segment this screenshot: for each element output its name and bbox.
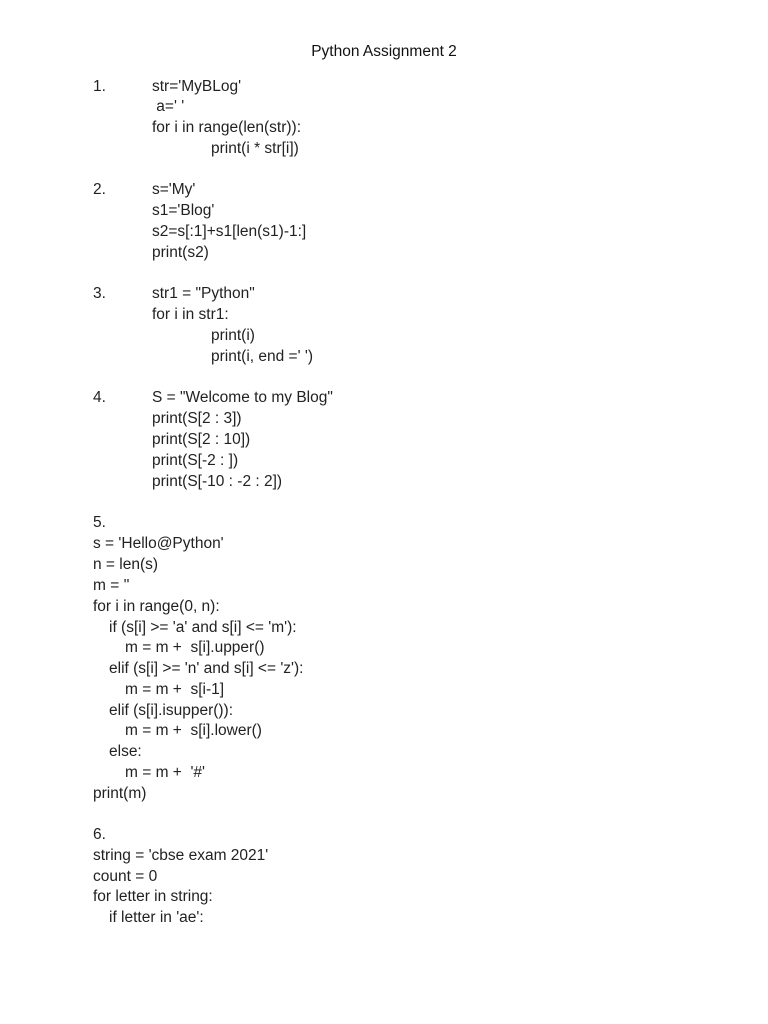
q5-line-10: m = m + s[i].lower() [125, 722, 262, 739]
q2-line-4: print(s2) [152, 244, 209, 261]
q5-line-12: m = m + '#' [125, 764, 205, 781]
q1-line-1: str='MyBLog' [152, 78, 242, 95]
q3-line-3: print(i) [211, 327, 255, 344]
q4-line-1: S = "Welcome to my Blog" [152, 389, 333, 406]
question-6-number: 6. [93, 826, 106, 843]
q5-line-9: elif (s[i].isupper()): [109, 702, 234, 719]
q1-line-4: print(i * str[i]) [211, 140, 299, 157]
q5-line-5: if (s[i] >= 'a' and s[i] <= 'm'): [109, 619, 297, 636]
q2-line-3: s2=s[:1]+s1[len(s1)-1:] [152, 223, 307, 240]
page-title: Python Assignment 2 [311, 43, 457, 60]
q5-line-13: print(m) [93, 785, 147, 802]
q1-line-2: a=' ' [152, 98, 185, 115]
question-4-number: 4. [93, 389, 106, 406]
q5-line-4: for i in range(0, n): [93, 598, 220, 615]
q4-line-2: print(S[2 : 3]) [152, 410, 242, 427]
q5-line-8: m = m + s[i-1] [125, 681, 225, 698]
q2-line-1: s='My' [152, 181, 196, 198]
q2-line-2: s1='Blog' [152, 202, 215, 219]
q3-line-1: str1 = "Python" [152, 285, 255, 302]
q6-line-1: string = 'cbse exam 2021' [93, 847, 269, 864]
q6-line-4: if letter in 'ae': [109, 909, 204, 926]
q4-line-5: print(S[-10 : -2 : 2]) [152, 473, 283, 490]
q5-line-1: s = 'Hello@Python' [93, 535, 224, 552]
q3-line-2: for i in str1: [152, 306, 229, 323]
q6-line-3: for letter in string: [93, 888, 213, 905]
question-5-number: 5. [93, 514, 106, 531]
q5-line-3: m = '' [93, 577, 130, 594]
q6-line-2: count = 0 [93, 868, 158, 885]
q5-line-11: else: [109, 743, 142, 760]
q1-line-3: for i in range(len(str)): [152, 119, 302, 136]
question-1-number: 1. [93, 78, 106, 95]
q4-line-4: print(S[-2 : ]) [152, 452, 239, 469]
q3-line-4: print(i, end =' ') [211, 348, 313, 365]
question-3-number: 3. [93, 285, 106, 302]
question-2-number: 2. [93, 181, 106, 198]
q5-line-6: m = m + s[i].upper() [125, 639, 265, 656]
q4-line-3: print(S[2 : 10]) [152, 431, 251, 448]
q5-line-2: n = len(s) [93, 556, 159, 573]
q5-line-7: elif (s[i] >= 'n' and s[i] <= 'z'): [109, 660, 304, 677]
